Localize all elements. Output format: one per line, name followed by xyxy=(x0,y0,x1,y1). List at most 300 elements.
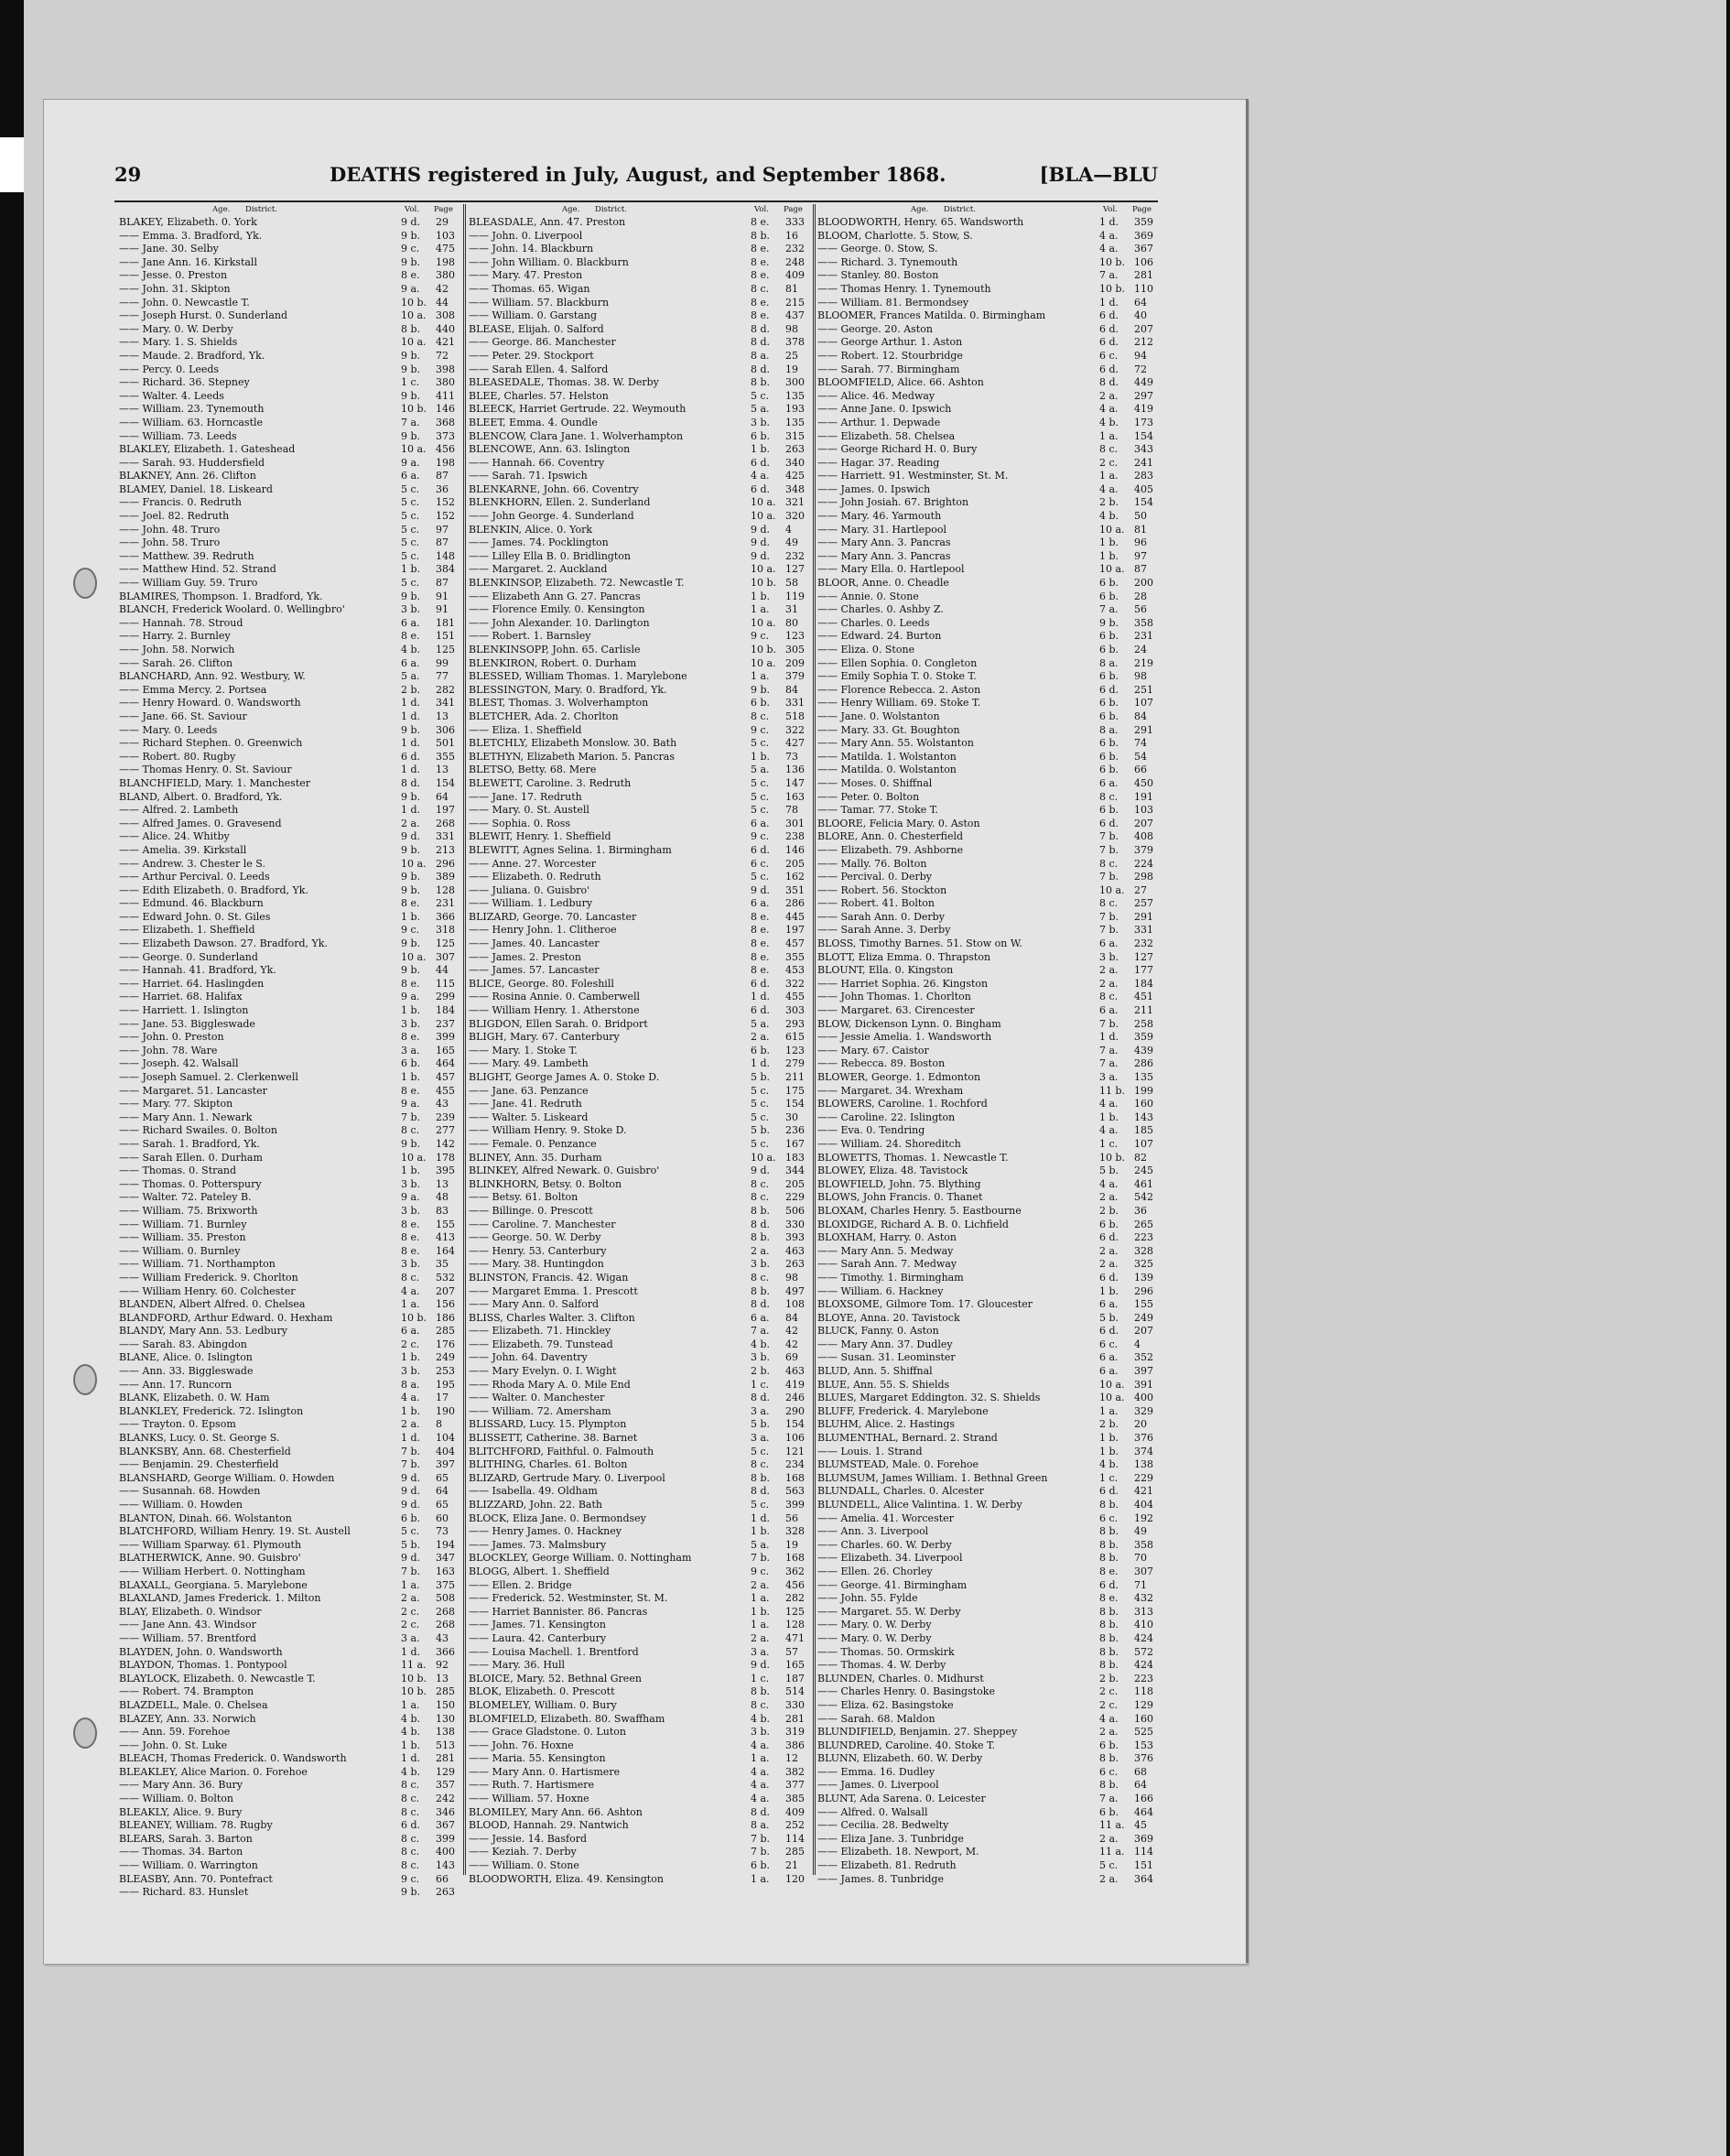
entry-volume: 3 b. xyxy=(751,1726,771,1739)
register-entry xyxy=(119,937,460,951)
entry-page: 376 xyxy=(1134,1752,1153,1765)
register-entry xyxy=(469,1085,810,1099)
entry-volume: 6 b. xyxy=(1099,710,1119,722)
entry-name: —— Thomas. 65. Wigan xyxy=(469,282,590,295)
entry-name: BLATHERWICK, Anne. 90. Guisbro' xyxy=(119,1552,301,1565)
entry-page: 320 xyxy=(785,510,805,523)
entry-page: 378 xyxy=(785,336,805,349)
entry-page: 31 xyxy=(785,603,798,616)
entry-name: —— William. 57. Blackburn xyxy=(469,296,610,309)
entry-page: 78 xyxy=(785,804,798,817)
entry-volume: 1 b. xyxy=(1099,536,1119,549)
entry-page: 48 xyxy=(436,1191,449,1204)
entry-page: 65 xyxy=(436,1499,449,1511)
register-entry xyxy=(469,1659,810,1673)
entry-page: 615 xyxy=(785,1031,805,1044)
register-entry xyxy=(119,417,460,430)
register-entry xyxy=(469,1018,810,1032)
entry-page: 285 xyxy=(436,1685,455,1698)
vol-heading: Vol. xyxy=(754,205,769,214)
page-number: 29 xyxy=(114,163,142,186)
register-entry xyxy=(469,1472,810,1486)
entry-name: —— Thomas. 50. Ormskirk xyxy=(817,1645,955,1658)
entry-name: —— Harriett. 1. Islington xyxy=(119,1004,249,1017)
entry-page: 282 xyxy=(436,683,455,696)
entry-name: BLANKSBY, Ann. 68. Chesterfield xyxy=(119,1445,291,1457)
register-column-1 xyxy=(119,204,460,1899)
entry-name: —— Richard. 36. Stepney xyxy=(119,376,250,389)
entry-page: 107 xyxy=(1134,697,1153,710)
entry-volume: 6 c. xyxy=(751,857,770,870)
entry-volume: 1 a. xyxy=(751,1619,770,1631)
entry-name: BLIGHT, George James A. 0. Stoke D. xyxy=(469,1071,660,1083)
entry-volume: 8 c. xyxy=(751,1191,770,1204)
register-entry xyxy=(469,1606,810,1620)
entry-page: 296 xyxy=(436,857,455,870)
entry-name: BLENKARNE, John. 66. Coventry xyxy=(469,482,639,495)
entry-page: 43 xyxy=(436,1631,449,1644)
entry-volume: 7 a. xyxy=(1099,1057,1119,1070)
entry-page: 506 xyxy=(785,1204,805,1217)
entry-page: 209 xyxy=(785,656,805,669)
entry-page: 64 xyxy=(436,790,449,803)
entry-volume: 1 a. xyxy=(401,1578,420,1591)
entry-page: 380 xyxy=(436,269,455,282)
entry-volume: 10 b. xyxy=(401,1672,427,1685)
register-entry xyxy=(119,1606,460,1620)
entry-page: 107 xyxy=(1134,1137,1153,1150)
entry-volume: 6 a. xyxy=(1099,1351,1119,1364)
entry-page: 96 xyxy=(1134,536,1147,549)
register-entry xyxy=(817,871,1159,884)
register-entry xyxy=(817,684,1159,698)
entry-name: —— Mary. 0. St. Austell xyxy=(469,804,589,817)
entry-name: —— William Sparway. 61. Plymouth xyxy=(119,1538,302,1551)
register-entry xyxy=(817,1018,1159,1032)
register-entry xyxy=(119,777,460,791)
entry-name: —— Amelia. 41. Worcester xyxy=(817,1511,954,1524)
entry-volume: 8 e. xyxy=(751,243,770,255)
register-entry xyxy=(119,1085,460,1099)
entry-page: 104 xyxy=(436,1432,455,1445)
entry-name: —— Thomas. 34. Barton xyxy=(119,1846,243,1858)
register-entry xyxy=(469,563,810,577)
entry-page: 358 xyxy=(1134,1538,1153,1551)
entry-page: 16 xyxy=(785,229,798,242)
entry-page: 380 xyxy=(436,376,455,389)
entry-page: 307 xyxy=(436,950,455,963)
entry-volume: 9 b. xyxy=(401,790,421,803)
entry-name: —— Walter. 4. Leeds xyxy=(119,389,224,402)
entry-page: 8 xyxy=(436,1418,442,1431)
register-entry xyxy=(119,764,460,777)
entry-volume: 7 a. xyxy=(1099,1044,1119,1056)
entry-volume: 8 e. xyxy=(751,964,770,977)
entry-page: 81 xyxy=(785,282,798,295)
register-entry xyxy=(817,283,1159,297)
register-entry xyxy=(817,1552,1159,1566)
entry-name: BLANCH, Frederick Woolard. 0. Wellingbro' xyxy=(119,603,345,616)
register-entry xyxy=(817,1338,1159,1352)
entry-volume: 6 c. xyxy=(1099,1338,1119,1350)
entry-page: 563 xyxy=(785,1485,805,1498)
register-entry xyxy=(469,430,810,444)
entry-name: —— John George. 4. Sunderland xyxy=(469,510,634,523)
register-entry xyxy=(119,269,460,283)
entry-page: 211 xyxy=(1134,1004,1153,1017)
entry-volume: 1 c. xyxy=(751,1672,770,1685)
entry-page: 71 xyxy=(1134,1578,1147,1591)
register-entry xyxy=(119,1031,460,1045)
entry-page: 321 xyxy=(785,496,805,509)
entry-page: 374 xyxy=(1134,1445,1153,1457)
entry-volume: 8 b. xyxy=(1099,1605,1119,1618)
entry-page: 308 xyxy=(436,309,455,322)
entry-volume: 9 a. xyxy=(401,1098,420,1111)
entry-volume: 6 a. xyxy=(751,817,770,829)
register-entry xyxy=(469,1165,810,1178)
register-entry xyxy=(469,1739,810,1753)
entry-page: 130 xyxy=(436,1712,455,1725)
register-entry xyxy=(469,1004,810,1018)
entry-volume: 10 b. xyxy=(1099,282,1126,295)
entry-volume: 8 b. xyxy=(751,376,771,389)
entry-volume: 9 b. xyxy=(401,389,421,402)
entry-page: 87 xyxy=(436,536,449,549)
entry-page: 277 xyxy=(436,1124,455,1137)
entry-name: BLOXIDGE, Richard A. B. 0. Lichfield xyxy=(817,1218,1009,1230)
entry-page: 184 xyxy=(436,1004,455,1017)
entry-name: —— Laura. 42. Canterbury xyxy=(469,1631,607,1644)
entry-name: BLANDFORD, Arthur Edward. 0. Hexham xyxy=(119,1311,333,1324)
entry-volume: 8 d. xyxy=(751,1805,771,1818)
entry-page: 249 xyxy=(436,1351,455,1364)
entry-volume: 2 a. xyxy=(1099,1191,1119,1204)
entry-volume: 8 e. xyxy=(401,897,420,910)
entry-volume: 1 b. xyxy=(1099,1284,1119,1297)
entry-page: 245 xyxy=(1134,1165,1153,1177)
entry-volume: 3 b. xyxy=(751,416,771,428)
entry-volume: 3 a. xyxy=(751,1645,770,1658)
entry-name: —— Eliza. 1. Sheffield xyxy=(469,723,582,736)
entry-page: 151 xyxy=(436,630,455,643)
entry-volume: 7 b. xyxy=(401,1445,421,1457)
register-entry xyxy=(469,309,810,323)
register-entry xyxy=(119,617,460,631)
entry-name: —— William. 63. Horncastle xyxy=(119,416,264,428)
entry-volume: 1 a. xyxy=(751,1872,770,1885)
entry-volume: 3 b. xyxy=(401,1365,421,1378)
entry-name: BLENKIN, Alice. 0. York xyxy=(469,523,593,536)
entry-page: 223 xyxy=(1134,1231,1153,1244)
entry-page: 257 xyxy=(1134,897,1153,910)
entry-name: —— William. 6. Hackney xyxy=(817,1284,944,1297)
register-entry xyxy=(119,858,460,872)
entry-name: —— Isabella. 49. Oldham xyxy=(469,1485,598,1498)
entry-name: —— William. 75. Brixworth xyxy=(119,1204,258,1217)
entry-name: —— Hagar. 37. Reading xyxy=(817,456,940,469)
entry-volume: 8 c. xyxy=(751,1271,770,1284)
entry-page: 229 xyxy=(785,1191,805,1204)
register-entry xyxy=(817,1285,1159,1299)
entry-volume: 6 a. xyxy=(751,897,770,910)
entry-volume: 4 a. xyxy=(751,1779,770,1792)
entry-name: —— Sarah Ann. 7. Medway xyxy=(817,1258,957,1271)
register-entry xyxy=(469,884,810,898)
entry-page: 98 xyxy=(785,322,798,335)
entry-page: 211 xyxy=(785,1071,805,1083)
entry-name: —— John. 14. Blackburn xyxy=(469,243,594,255)
entry-volume: 3 b. xyxy=(1099,950,1119,963)
register-entry xyxy=(119,1152,460,1165)
entry-name: —— Mary Ella. 0. Hartlepool xyxy=(817,563,965,576)
entry-volume: 10 a. xyxy=(751,656,776,669)
register-entry xyxy=(469,1846,810,1859)
entry-name: —— Mally. 76. Bolton xyxy=(817,857,927,870)
entry-volume: 5 c. xyxy=(401,496,420,509)
entry-name: BLANDEN, Albert Alfred. 0. Chelsea xyxy=(119,1298,306,1311)
entry-page: 219 xyxy=(1134,656,1153,669)
entry-name: —— Margaret. 34. Wrexham xyxy=(817,1084,964,1097)
entry-volume: 1 a. xyxy=(401,1698,420,1711)
entry-page: 355 xyxy=(436,750,455,763)
entry-volume: 6 b. xyxy=(1099,1218,1119,1230)
entry-volume: 1 c. xyxy=(401,376,420,389)
entry-name: —— George. 0. Sunderland xyxy=(119,950,258,963)
register-entry xyxy=(469,1432,810,1446)
register-entry xyxy=(469,1833,810,1847)
entry-name: —— Robert. 74. Brampton xyxy=(119,1685,254,1698)
entry-volume: 6 d. xyxy=(751,843,771,856)
entry-name: —— Ellen Sophia. 0. Congleton xyxy=(817,656,978,669)
entry-page: 154 xyxy=(1134,496,1153,509)
entry-page: 177 xyxy=(1134,964,1153,977)
entry-volume: 1 b. xyxy=(401,1739,421,1751)
entry-volume: 1 b. xyxy=(751,443,771,456)
entry-volume: 3 b. xyxy=(401,1017,421,1030)
column-divider xyxy=(813,204,816,1875)
entry-page: 200 xyxy=(1134,577,1153,590)
entry-volume: 8 e. xyxy=(1099,1592,1119,1605)
entry-name: —— Elizabeth. 58. Chelsea xyxy=(817,429,956,442)
register-entry xyxy=(817,1325,1159,1338)
entry-name: BLOWS, John Francis. 0. Thanet xyxy=(817,1191,983,1204)
register-entry xyxy=(469,1057,810,1071)
entry-name: —— James. 0. Ipswich xyxy=(817,482,931,495)
entry-page: 143 xyxy=(436,1859,455,1872)
entry-name: —— Margaret. 51. Lancaster xyxy=(119,1084,267,1097)
register-entry xyxy=(817,483,1159,497)
register-entry xyxy=(817,1779,1159,1793)
entry-volume: 8 c. xyxy=(401,1805,420,1818)
entry-page: 19 xyxy=(785,363,798,375)
entry-volume: 8 b. xyxy=(751,1471,771,1484)
entry-page: 154 xyxy=(436,776,455,789)
entry-volume: 6 a. xyxy=(401,656,420,669)
entry-page: 232 xyxy=(1134,937,1153,950)
register-entry xyxy=(469,670,810,684)
register-entry xyxy=(119,336,460,350)
entry-volume: 3 a. xyxy=(401,1044,420,1056)
entry-page: 103 xyxy=(1134,804,1153,817)
entry-page: 152 xyxy=(436,510,455,523)
entry-volume: 9 b. xyxy=(401,843,421,856)
entry-volume: 8 d. xyxy=(751,1392,771,1404)
register-entry xyxy=(817,1152,1159,1165)
register-entry xyxy=(817,1418,1159,1432)
entry-volume: 1 b. xyxy=(401,910,421,923)
entry-volume: 2 b. xyxy=(1099,496,1119,509)
register-entry xyxy=(119,1766,460,1780)
entry-page: 355 xyxy=(785,950,805,963)
entry-page: 110 xyxy=(1134,282,1153,295)
entry-name: —— William. 0. Garstang xyxy=(469,309,598,322)
register-entry xyxy=(119,1525,460,1539)
entry-volume: 9 b. xyxy=(401,964,421,977)
entry-name: —— Margaret Emma. 1. Prescott xyxy=(469,1284,638,1297)
entry-page: 45 xyxy=(1134,1819,1147,1832)
entry-page: 36 xyxy=(1134,1204,1147,1217)
entry-page: 322 xyxy=(785,723,805,736)
entry-name: —— William. 0. Burnley xyxy=(119,1244,241,1257)
register-entry xyxy=(119,1592,460,1606)
entry-volume: 9 b. xyxy=(401,255,421,268)
entry-volume: 6 d. xyxy=(751,456,771,469)
entry-page: 82 xyxy=(1134,1151,1147,1164)
entry-name: —— George. 0. Stow, S. xyxy=(817,243,938,255)
entry-name: —— Richard Swailes. 0. Bolton xyxy=(119,1124,277,1137)
entry-page: 376 xyxy=(1134,1432,1153,1445)
entry-page: 154 xyxy=(785,1098,805,1111)
entry-page: 97 xyxy=(436,523,449,536)
entry-name: —— John. 31. Skipton xyxy=(119,282,231,295)
entry-page: 54 xyxy=(1134,750,1147,763)
entry-name: —— John. 55. Fylde xyxy=(817,1592,918,1605)
entry-name: —— Arthur Percival. 0. Leeds xyxy=(119,871,270,883)
entry-page: 121 xyxy=(785,1445,805,1457)
register-entry xyxy=(469,1458,810,1472)
entry-volume: 2 c. xyxy=(401,1338,420,1350)
entry-volume: 1 d. xyxy=(401,737,421,750)
entry-page: 155 xyxy=(436,1218,455,1230)
entry-list xyxy=(469,216,810,1886)
entry-volume: 8 b. xyxy=(1099,1525,1119,1538)
entry-name: BLOWFIELD, John. 75. Blything xyxy=(817,1177,981,1190)
entry-page: 40 xyxy=(1134,309,1147,322)
entry-volume: 6 b. xyxy=(401,1057,421,1070)
entry-page: 379 xyxy=(785,670,805,683)
entry-name: BLITCHFORD, Faithful. 0. Falmouth xyxy=(469,1445,654,1457)
entry-name: BLICE, George. 80. Foleshill xyxy=(469,977,614,990)
entry-name: —— Arthur. 1. Depwade xyxy=(817,416,941,428)
register-entry xyxy=(817,1085,1159,1099)
entry-volume: 8 b. xyxy=(751,229,771,242)
entry-volume: 10 a. xyxy=(1099,523,1125,536)
entry-volume: 1 b. xyxy=(1099,1432,1119,1445)
entry-name: BLEWITT, Agnes Selina. 1. Birmingham xyxy=(469,843,672,856)
entry-volume: 4 a. xyxy=(1099,1177,1119,1190)
entry-page: 265 xyxy=(1134,1218,1153,1230)
entry-name: BLEASBY, Ann. 70. Pontefract xyxy=(119,1872,273,1885)
register-entry xyxy=(817,1619,1159,1632)
entry-volume: 4 b. xyxy=(751,1712,771,1725)
entry-name: BLIGH, Mary. 67. Canterbury xyxy=(469,1031,620,1044)
entry-volume: 6 d. xyxy=(751,482,771,495)
entry-volume: 4 a. xyxy=(1099,243,1119,255)
entry-name: BLANE, Alice. 0. Islington xyxy=(119,1351,253,1364)
entry-volume: 2 c. xyxy=(1099,456,1119,469)
register-entry xyxy=(469,1258,810,1272)
entry-volume: 2 a. xyxy=(751,1578,770,1591)
entry-name: —— Thomas Henry. 1. Tynemouth xyxy=(817,282,991,295)
entry-volume: 4 a. xyxy=(401,1392,420,1404)
entry-name: —— Robert. 80. Rugby xyxy=(119,750,236,763)
register-entry xyxy=(817,804,1159,818)
register-entry xyxy=(817,751,1159,764)
entry-page: 115 xyxy=(436,977,455,990)
register-entry xyxy=(817,951,1159,965)
entry-volume: 2 c. xyxy=(1099,1685,1119,1698)
register-entry xyxy=(469,1859,810,1873)
entry-volume: 10 a. xyxy=(751,1151,776,1164)
entry-name: —— Mary Ann. 0. Hartismere xyxy=(469,1765,621,1778)
entry-page: 69 xyxy=(785,1351,798,1364)
entry-name: —— Emma. 3. Bradford, Yk. xyxy=(119,229,263,242)
entry-name: —— Richard Stephen. 0. Greenwich xyxy=(119,737,303,750)
entry-volume: 8 c. xyxy=(401,1271,420,1284)
register-entry xyxy=(817,536,1159,550)
entry-volume: 1 d. xyxy=(1099,1031,1119,1044)
entry-page: 456 xyxy=(785,1578,805,1591)
register-entry xyxy=(817,1245,1159,1259)
entry-page: 525 xyxy=(1134,1726,1153,1739)
entry-name: BLOODWORTH, Henry. 65. Wandsworth xyxy=(817,216,1024,228)
register-entry xyxy=(469,256,810,270)
register-entry xyxy=(119,1752,460,1766)
entry-volume: 8 c. xyxy=(1099,857,1119,870)
entry-page: 389 xyxy=(436,871,455,883)
entry-volume: 7 b. xyxy=(751,1846,771,1858)
entry-name: —— Grace Gladstone. 0. Luton xyxy=(469,1726,626,1739)
entry-page: 65 xyxy=(436,1471,449,1484)
entry-name: BLENKIRON, Robert. 0. Durham xyxy=(469,656,637,669)
entry-page: 382 xyxy=(785,1765,805,1778)
register-entry xyxy=(119,1739,460,1753)
entry-volume: 8 d. xyxy=(1099,376,1119,389)
entry-name: —— Henry James. 0. Hackney xyxy=(469,1525,622,1538)
entry-volume: 8 c. xyxy=(751,1177,770,1190)
entry-name: BLOTT, Eliza Emma. 0. Thrapston xyxy=(817,950,991,963)
register-entry xyxy=(469,644,810,657)
entry-name: —— William. 1. Ledbury xyxy=(469,897,593,910)
register-entry xyxy=(119,657,460,671)
entry-name: BLITHING, Charles. 61. Bolton xyxy=(469,1458,628,1471)
register-entry xyxy=(469,1365,810,1379)
entry-name: —— Edward John. 0. St. Giles xyxy=(119,910,271,923)
entry-name: BLUMSTEAD, Male. 0. Forehoe xyxy=(817,1458,979,1471)
entry-name: —— Mary. 47. Preston xyxy=(469,269,583,282)
register-entry xyxy=(469,1592,810,1606)
entry-name: BLETSO, Betty. 68. Mere xyxy=(469,764,597,776)
entry-name: —— Charles Henry. 0. Basingstoke xyxy=(817,1685,995,1698)
entry-name: BLUNN, Elizabeth. 60. W. Derby xyxy=(817,1752,983,1765)
entry-volume: 10 a. xyxy=(401,1151,427,1164)
entry-name: BLOOM, Charlotte. 5. Stow, S. xyxy=(817,229,973,242)
entry-volume: 8 b. xyxy=(1099,1499,1119,1511)
entry-volume: 2 b. xyxy=(1099,1672,1119,1685)
entry-page: 251 xyxy=(1134,683,1153,696)
register-entry xyxy=(119,230,460,244)
